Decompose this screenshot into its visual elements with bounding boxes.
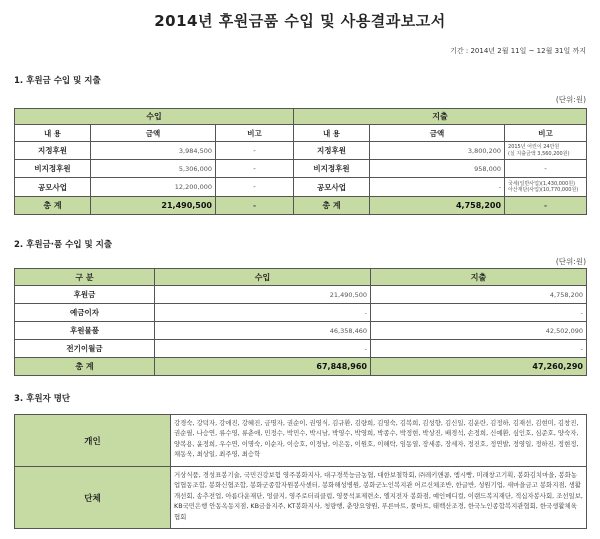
total-label: 총 계: [15, 197, 91, 215]
col-expense: 지출: [371, 269, 587, 286]
row-label: 후원물품: [15, 322, 155, 340]
table-row: [15, 286, 587, 304]
col-income: 수입: [155, 269, 371, 286]
row-label: 지정후원: [294, 142, 370, 160]
goods-income-expense-table: [14, 268, 587, 376]
note-line: 2015년 어린이 24만원: [508, 144, 560, 150]
note-line: 아산재단(사업)(10,770,000원): [508, 187, 579, 193]
col-note: 비고: [505, 125, 587, 142]
total-row: [15, 197, 587, 215]
group-names: 거상식품, 경성표봉기술, 국민건강보험 영주봉화지사, 대구경북능금농협, 대한보철학회, ㈜레키앤콤, 엠시빵, 미래창고기획, 봉화김치마을, 봉화농업협동조합, 봉화신협조합, 봉화군종합자원봉사센터, 봉화해성병원, 봉화군노인복지관 어르신체조반, 한글반, 성원기업, 새마을금고 봉화지점, 생활개선회, 송추전업, 아름다운재단, 엉클지, 영주로터리클럽, 영풍석포제련소, 엘지전자 봉화점, 예인메디컬, 이랜드복지재단, 적십자봉사회, 조선일보, KB국민은행 안동옥동지점, KB금융지주, KT봉화지사, 청량행, 춘양요양원, 푸른마트, 풀마트, 태백산조경, 한국노인종합복지관협회, 한국생활체육협회: [171, 467, 587, 529]
individual-names: 강경숙, 강덕자, 강애진, 강혜진, 금명자, 권순이, 권영식, 김규환, 김량희, 김영숙, 김복희, 김성향, 김신일, 김운란, 김정하, 김재선, 김현미, 김창진, 권순필, 나승연, 류수영, 류춘애, 민정수, 박민수, 박시남, 박영수, 박영희, 박종수, 박정현, 박상진, 배경석, 손정희, 신예환, 심인호, 심준호, 양숙자, 양복용, 윤정희, 우수연, 이명숙, 이순자, 이승호, 이정남, 이은동, 이원호, 이해탁, 임동열, 장세종, 장세자, 정진호, 정연발, 정영일, 정하진, 정현정, 채동욱, 최상일, 최주영, 최승학: [171, 415, 587, 467]
amount-cell: -: [370, 178, 505, 197]
table-row: [15, 467, 587, 529]
col-item: 내 용: [294, 125, 370, 142]
col-category: 구 분: [15, 269, 155, 286]
total-row: [15, 358, 587, 376]
amount-cell: 3,984,500: [91, 142, 216, 160]
total-label: 총 계: [15, 358, 155, 376]
row-label: 비지정후원: [294, 160, 370, 178]
amount-cell: 958,000: [370, 160, 505, 178]
section3-heading: 3. 후원자 명단: [14, 394, 71, 404]
row-label: 지정후원: [15, 142, 91, 160]
row-label: 공모사업: [15, 178, 91, 197]
row-label: 공모사업: [294, 178, 370, 197]
total-expense: 47,260,290: [371, 358, 587, 376]
row-label: 후원금: [15, 286, 155, 304]
report-period: 기간 : 2014년 2월 11일 ~ 12월 31일 까지: [450, 47, 586, 55]
table-row: [15, 322, 587, 340]
col-item: 내 용: [15, 125, 91, 142]
income-cell: 21,490,500: [155, 286, 371, 304]
total-expense-note: -: [505, 197, 587, 215]
total-label: 총 계: [294, 197, 370, 215]
row-label: 전기이월금: [15, 340, 155, 358]
note-cell: -: [216, 178, 294, 197]
col-amount: 금액: [91, 125, 216, 142]
table-row: [15, 142, 587, 160]
note-line: 국세(일반사업)(1,430,000원): [508, 180, 576, 187]
expense-cell: -: [371, 304, 587, 322]
note-cell: -: [216, 160, 294, 178]
expense-cell: 42,502,090: [371, 322, 587, 340]
individual-label: 개인: [15, 415, 171, 467]
total-expense: 4,758,200: [370, 197, 505, 215]
expense-cell: -: [371, 340, 587, 358]
income-cell: -: [155, 304, 371, 322]
table-row: [15, 178, 587, 197]
income-cell: 46,358,460: [155, 322, 371, 340]
note-cell: [505, 178, 587, 197]
col-note: 비고: [216, 125, 294, 142]
expense-header: 지출: [294, 109, 587, 125]
donation-income-expense-table: [14, 108, 587, 215]
report-title: 2014년 후원금품 수입 및 사용결과보고서: [154, 12, 446, 30]
section2-unit: (단위:원): [555, 257, 586, 266]
note-cell: -: [505, 160, 587, 178]
note-line: (실 지출금액 3,560,200원): [508, 150, 570, 157]
amount-cell: 3,800,200: [370, 142, 505, 160]
group-label: 단체: [15, 467, 171, 529]
section2-heading: 2. 후원금·품 수입 및 지출: [14, 240, 113, 250]
row-label: 예금이자: [15, 304, 155, 322]
donor-list-table: [14, 414, 587, 529]
table-row: [15, 160, 587, 178]
amount-cell: 12,200,000: [91, 178, 216, 197]
income-cell: -: [155, 340, 371, 358]
income-header: 수입: [15, 109, 294, 125]
section1-heading: 1. 후원금 수입 및 지출: [14, 76, 101, 86]
table-row: [15, 304, 587, 322]
col-amount: 금액: [370, 125, 505, 142]
total-income: 21,490,500: [91, 197, 216, 215]
total-income: 67,848,960: [155, 358, 371, 376]
note-cell: -: [216, 142, 294, 160]
section1-unit: (단위:원): [555, 95, 586, 104]
table-row: [15, 340, 587, 358]
row-label: 비지정후원: [15, 160, 91, 178]
table-row: [15, 415, 587, 467]
total-income-note: -: [216, 197, 294, 215]
expense-cell: 4,758,200: [371, 286, 587, 304]
amount-cell: 5,306,000: [91, 160, 216, 178]
note-cell: [505, 142, 587, 160]
